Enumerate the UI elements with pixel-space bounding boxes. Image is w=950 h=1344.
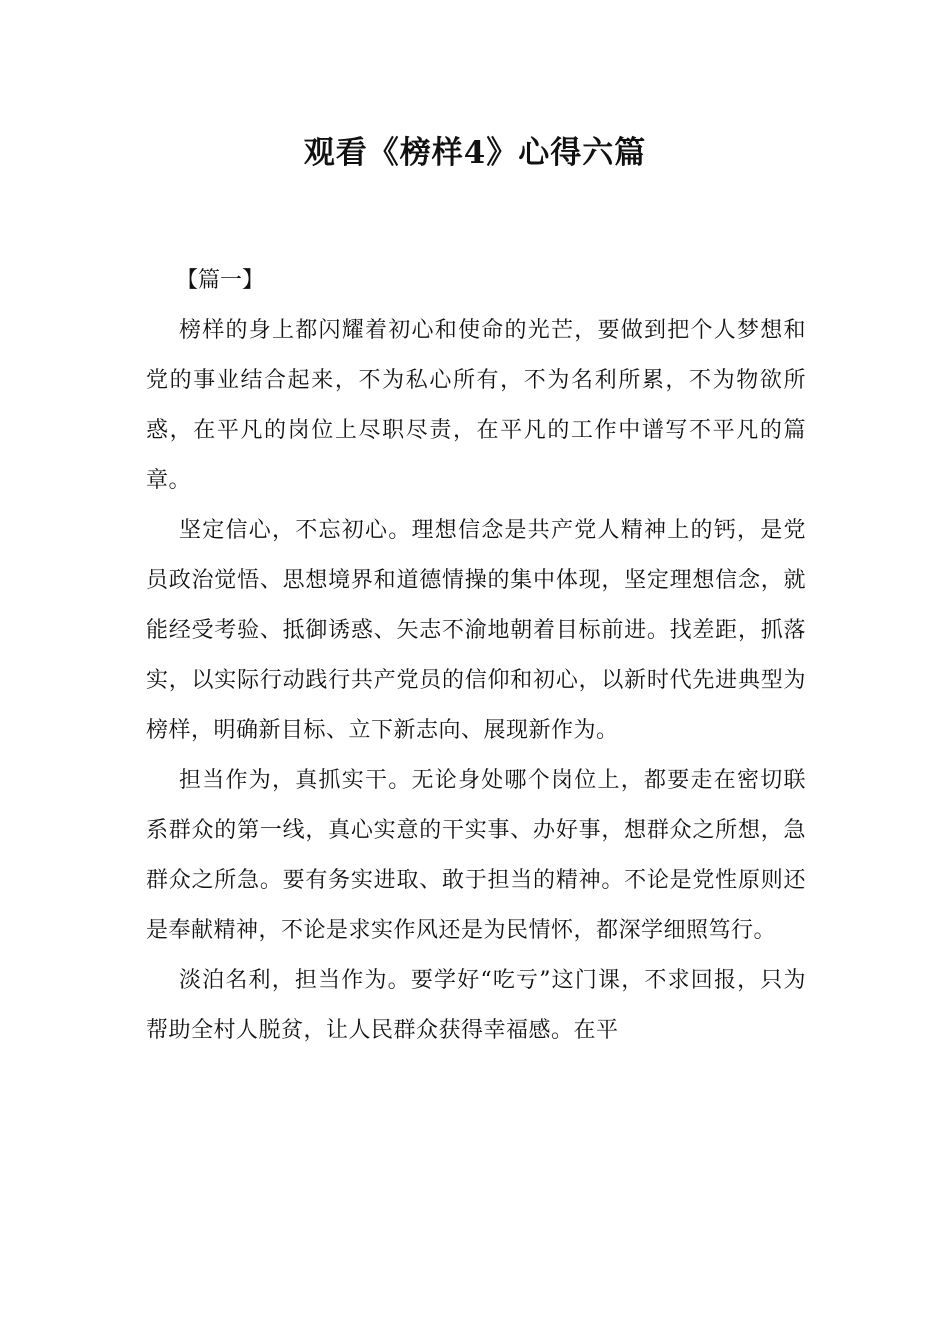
section-label: 【篇一】: [176, 268, 265, 293]
paragraph-2: 坚定信心，不忘初心。理想信念是共产党人精神上的钙，是党员政治觉悟、思想境界和道德情操的集中体现，坚定理想信念，就能经受考验、抵御诱惑、矢志不渝地朝着目标前进。找差距，抓落实，以实际行动践行共产党员的信仰和初心，以新时代先进典型为榜样，明确新目标、立下新志向、展现新作为。: [146, 518, 806, 743]
paragraph-4: 淡泊名利，担当作为。要学好“吃亏”这门课，不求回报，只为帮助全村人脱贫，让人民群众获得幸福感。在平: [146, 968, 806, 1043]
paragraph-1: 榜样的身上都闪耀着初心和使命的光芒，要做到把个人梦想和党的事业结合起来，不为私心所有，不为名利所累，不为物欲所惑，在平凡的岗位上尽职尽责，在平凡的工作中谱写不平凡的篇章。: [146, 318, 806, 493]
document-body: [146, 256, 806, 1056]
document-title: 观看《榜样4》心得六篇: [303, 135, 647, 171]
paragraph-3: 担当作为，真抓实干。无论身处哪个岗位上，都要走在密切联系群众的第一线，真心实意的干实事、办好事，想群众之所想，急群众之所急。要有务实进取、敢于担当的精神。不论是党性原则还是奉献精神，不论是求实作风还是为民情怀，都深学细照笃行。: [146, 768, 806, 943]
